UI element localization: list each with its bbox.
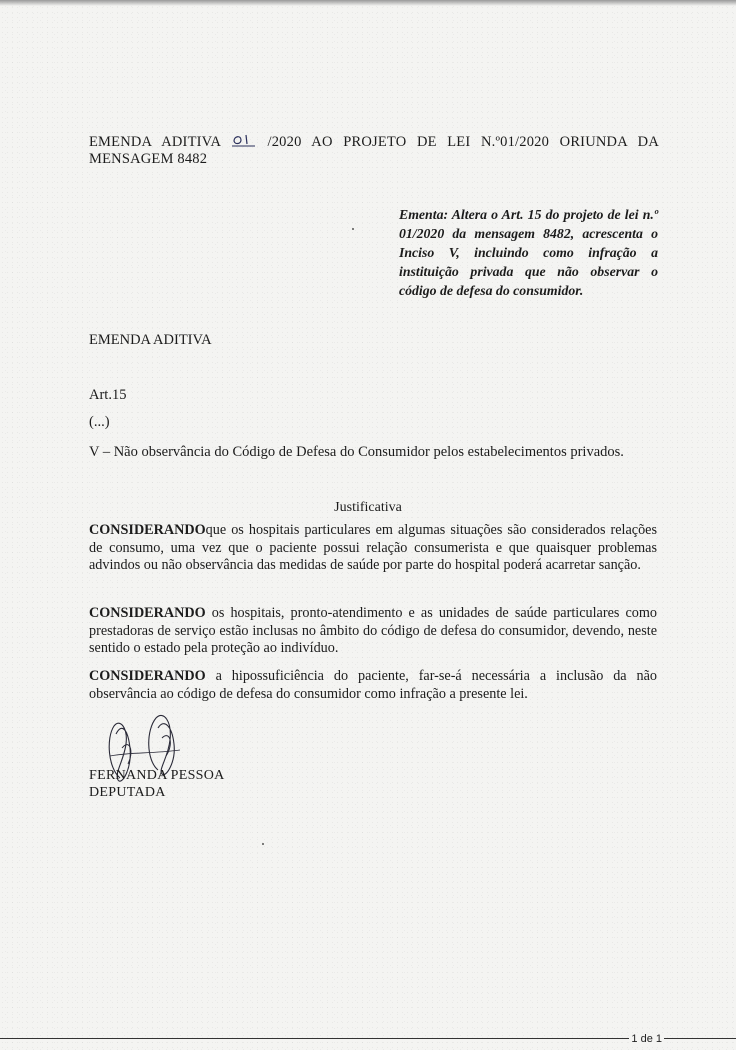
article-inciso: V – Não observância do Código de Defesa do Consumidor pelos estabelecimentos privados. — [89, 444, 624, 460]
scan-speck — [262, 843, 264, 845]
handwritten-emenda-number — [231, 132, 257, 148]
ementa-summary: Ementa: Altera o Art. 15 do projeto de lei n.º 01/2020 da mensagem 8482, acrescenta o Inciso V, incluindo como infração a instituição privada que não observar o código de defesa do consumidor. — [399, 207, 658, 298]
paragraph-lead: CONSIDERANDO — [89, 605, 206, 621]
justificativa-paragraph-3 — [89, 668, 657, 703]
footer-rule — [0, 1038, 736, 1039]
header-project-reference: /2020 AO PROJETO DE LEI N.º01/2020 ORIUNDA DA — [267, 134, 660, 150]
paragraph-text: que os hospitais particulares em algumas situações são considerados relações de consumo, uma vez que o paciente possui relação consumerista e que quaisquer problemas advindos ou não observância das medidas de saúde por parte do hospital poderá acarretar sanção. — [89, 522, 657, 573]
paragraph-lead: CONSIDERANDO — [89, 668, 206, 684]
justificativa-title: Justificativa — [334, 500, 402, 515]
justificativa-paragraph-1 — [89, 522, 657, 575]
paragraph-text: os hospitais, pronto-atendimento e as unidades de saúde particulares como prestadoras de serviço estão inclusas no âmbito do código de defesa do consumidor, devendo, neste sentido o estado pela proteção ao indivíduo. — [89, 605, 657, 656]
scan-speck — [352, 228, 354, 230]
document-header-line1 — [89, 132, 659, 151]
header-emenda-label: EMENDA ADITIVA — [89, 134, 221, 150]
justificativa-paragraph-2 — [89, 605, 657, 658]
page-indicator: 1 de 1 — [631, 1033, 662, 1045]
article-number: Art.15 — [89, 387, 127, 403]
document-header-line2: MENSAGEM 8482 — [89, 151, 208, 167]
paragraph-lead: CONSIDERANDO — [89, 522, 206, 538]
scan-edge-shadow — [0, 0, 736, 6]
signatory-title: DEPUTADA — [89, 785, 166, 800]
signatory-name: FERNANDA PESSOA — [89, 768, 225, 783]
paragraph-text: a hipossuficiência do paciente, far-se-á necessária a inclusão da não observância ao código de defesa do consumidor como infração a presente lei. — [89, 668, 657, 702]
article-ellipsis: (...) — [89, 414, 110, 430]
section-title: EMENDA ADITIVA — [89, 332, 212, 348]
